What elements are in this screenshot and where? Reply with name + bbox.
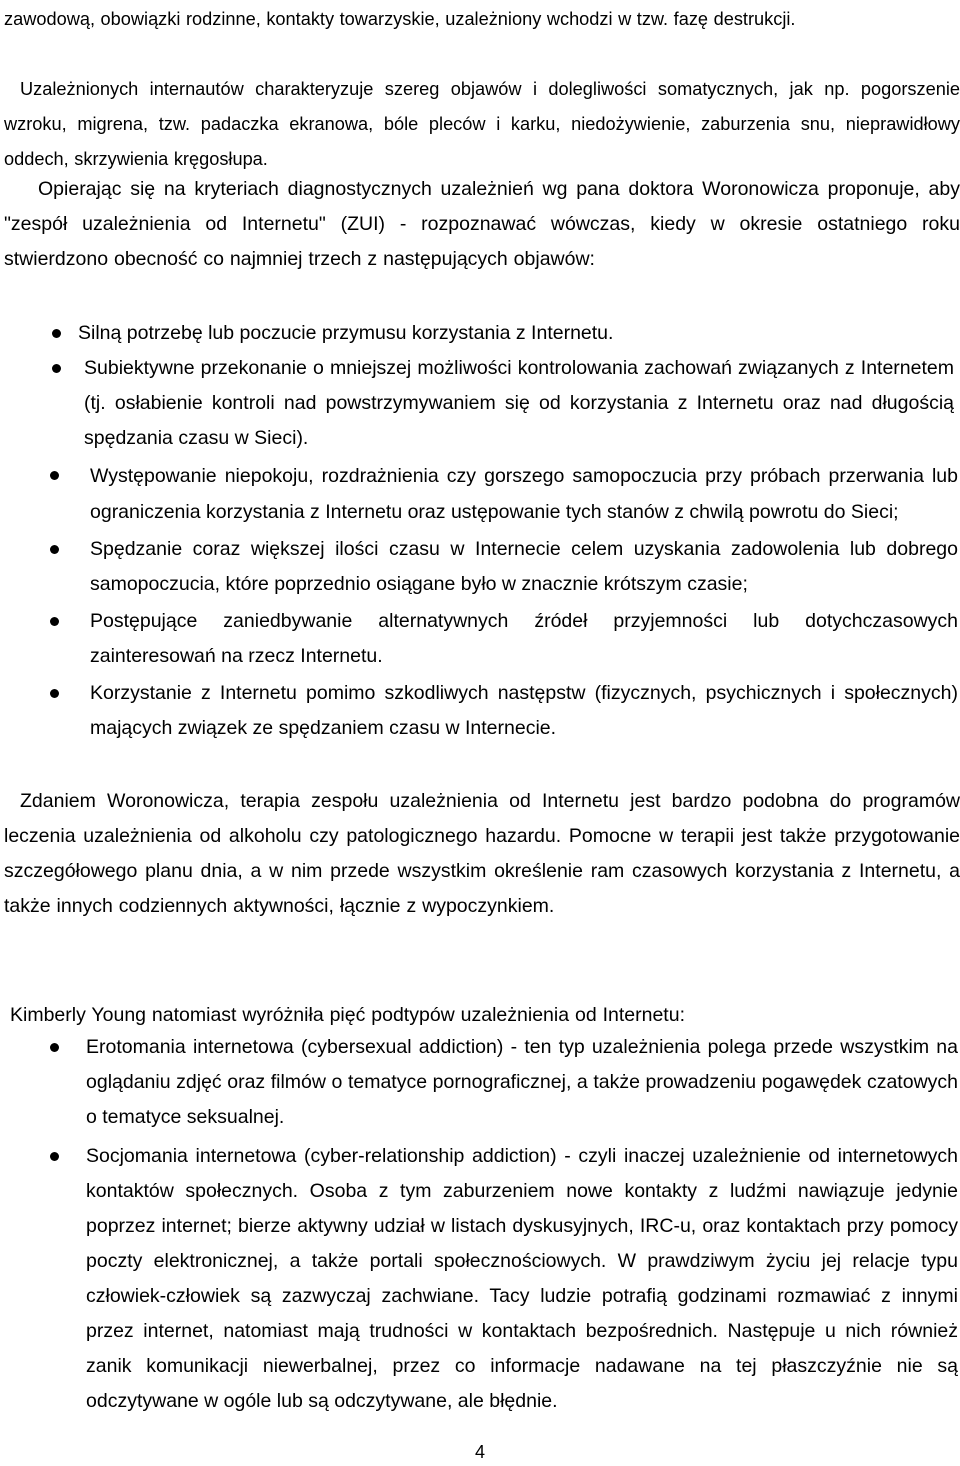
- bullet-icon: [50, 471, 59, 480]
- list-item: [0, 532, 960, 602]
- list-item-text: Socjomania internetowa (cyber-relationship addiction) - czyli inaczej uzależnienie od internetowych kontaktów społecznych. Osoba z tym zaburzeniem nowe kontakty z ludźmi nawiązuje jedynie poprzez internet; bierze aktywny udział w listach dyskusyjnych, IRC-u, oraz kontaktach przy pomocy poczty elektronicznej, a także portali społecznościowych. W prawdziwym życiu jej relacje typu człowiek-człowiek są zazwyczaj zachwiane. Tacy ludzie potrafią godzinami rozmawiać z innymi przez internet, natomiast mają trudności w kontaktach bezpośrednich. Następuje u nich również zanik komunikacji niewerbalnej, przez co informacje nadawane na tej płaszczyźnie nie są odczytywane w ogóle lub są odczytywane, ale błędnie.: [86, 1145, 958, 1412]
- bullet-icon: [52, 364, 61, 373]
- bullet-icon: [50, 617, 59, 626]
- list-item-text: Subiektywne przekonanie o mniejszej możliwości kontrolowania zachowań związanych z Internetem (tj. osłabienie kontroli nad powstrzymywaniem się od korzystania z Internetu oraz nad długością spędzania czasu w Sieci).: [84, 357, 954, 449]
- list-item: [0, 1030, 960, 1135]
- bullet-icon: [50, 1152, 59, 1161]
- paragraph-young-subtypes-intro: Kimberly Young natomiast wyróżniła pięć podtypów uzależnienia od Internetu:: [10, 1004, 685, 1026]
- paragraph-diagnostic-criteria: Opierając się na kryteriach diagnostycznych uzależnień wg pana doktora Woronowicza proponuje, aby "zespół uzależnienia od Internetu" (ZUI) - rozpoznawać wówczas, kiedy w okresie ostatniego roku stwierdzono obecność co najmniej trzech z następujących objawów:: [4, 178, 960, 270]
- list-item-text: Spędzanie coraz większej ilości czasu w Internecie celem uzyskania zadowolenia lub dobrego samopoczucia, które poprzednio osiągane było w znacznie krótszym czasie;: [90, 538, 958, 595]
- paragraph-continued: zawodową, obowiązki rodzinne, kontakty towarzyskie, uzależniony wchodzi w tzw. fazę destrukcji.: [4, 9, 796, 29]
- list-item-text: Erotomania internetowa (cybersexual addiction) - ten typ uzależnienia polega przede wszystkim na oglądaniu zdjęć oraz filmów o tematyce pornograficznej, a także prowadzeniu pogawędek czatowych o tematyce seksualnej.: [86, 1036, 958, 1128]
- subtypes-list: [0, 1030, 960, 1419]
- list-item: [0, 458, 960, 530]
- list-item: [0, 351, 960, 456]
- list-item-text: Postępujące zaniedbywanie alternatywnych źródeł przyjemności lub dotychczasowych zainteresowań na rzecz Internetu.: [90, 610, 958, 667]
- criteria-list: [0, 316, 960, 746]
- list-item-text: Korzystanie z Internetu pomimo szkodliwych następstw (fizycznych, psychicznych i społecznych) mających związek ze spędzaniem czasu w Internecie.: [90, 682, 958, 739]
- list-item: [0, 604, 960, 674]
- list-item: [0, 1139, 960, 1419]
- bullet-icon: [50, 689, 59, 698]
- list-item-text: Występowanie niepokoju, rozdrażnienia czy gorszego samopoczucia przy próbach przerwania lub ograniczenia korzystania z Internetu oraz ustępowanie tych stanów z chwilą powrotu do Sieci;: [90, 465, 958, 523]
- list-item-text: Silną potrzebę lub poczucie przymusu korzystania z Internetu.: [78, 322, 614, 344]
- list-item: [0, 676, 960, 746]
- bullet-icon: [50, 545, 59, 554]
- bullet-icon: [52, 329, 61, 338]
- bullet-icon: [50, 1043, 59, 1052]
- list-item: [0, 316, 960, 351]
- paragraph-therapy: Zdaniem Woronowicza, terapia zespołu uzależnienia od Internetu jest bardzo podobna do programów leczenia uzależnienia od alkoholu czy patologicznego hazardu. Pomocne w terapii jest także przygotowanie szczegółowego planu dnia, a w nim przede wszystkim określenie ram czasowych korzystania z Internetu, a także innych codziennych aktywności, łącznie z wypoczynkiem.: [4, 790, 960, 917]
- paragraph-symptoms: Uzależnionych internautów charakteryzuje szereg objawów i dolegliwości somatycznych, jak np. pogorszenie wzroku, migrena, tzw. padaczka ekranowa, bóle pleców i karku, niedożywienie, zaburzenia snu, nieprawidłowy oddech, skrzywienia kręgosłupa.: [4, 79, 960, 169]
- page-number: 4: [474, 1442, 485, 1462]
